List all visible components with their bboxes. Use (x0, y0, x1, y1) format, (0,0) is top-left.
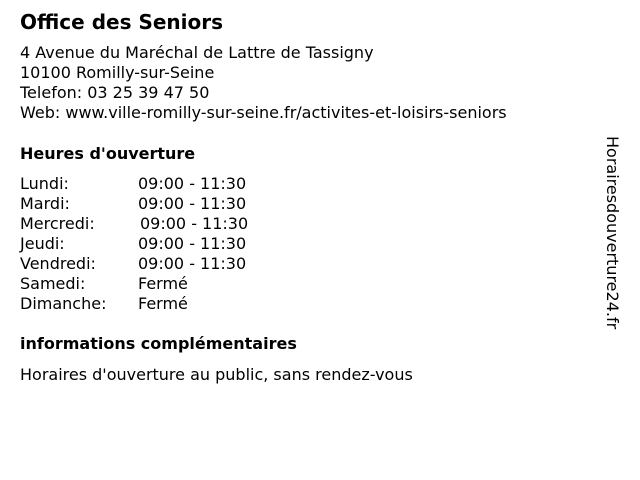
website-link[interactable]: Web: www.ville-romilly-sur-seine.fr/activites-et-loisirs-seniors (20, 103, 507, 122)
address-city: 10100 Romilly-sur-Seine (20, 63, 215, 82)
day-label: Samedi: (20, 274, 86, 293)
contact-block (20, 43, 507, 123)
day-label: Mercredi: (20, 214, 95, 233)
hours-row-thursday (20, 234, 320, 254)
hours-value: 09:00 - 11:30 (140, 214, 249, 233)
hours-row-wednesday (20, 214, 320, 234)
office-name: Office des Seniors (20, 10, 224, 34)
hours-row-sunday (20, 294, 320, 314)
day-label: Dimanche: (20, 294, 107, 313)
address-street: 4 Avenue du Maréchal de Lattre de Tassigny (20, 43, 374, 62)
opening-hours-heading: Heures d'ouverture (20, 144, 196, 163)
hours-value: 09:00 - 11:30 (138, 194, 247, 213)
hours-value: 09:00 - 11:30 (138, 234, 247, 253)
day-label: Lundi: (20, 174, 69, 193)
hours-row-monday (20, 174, 320, 194)
day-label: Vendredi: (20, 254, 96, 273)
hours-value: Fermé (138, 294, 188, 313)
day-label: Mardi: (20, 194, 70, 213)
hours-value: Fermé (138, 274, 188, 293)
site-watermark: Horairesdouverture24.fr (603, 136, 622, 330)
hours-value: 09:00 - 11:30 (138, 254, 247, 273)
day-label: Jeudi: (20, 234, 65, 253)
opening-hours-table (20, 174, 320, 314)
additional-info-heading: informations complémentaires (20, 334, 297, 353)
hours-row-saturday (20, 274, 320, 294)
phone-number: Telefon: 03 25 39 47 50 (20, 83, 210, 102)
hours-row-tuesday (20, 194, 320, 214)
hours-value: 09:00 - 11:30 (138, 174, 247, 193)
additional-info-text: Horaires d'ouverture au public, sans rendez-vous (20, 365, 413, 384)
hours-row-friday (20, 254, 320, 274)
